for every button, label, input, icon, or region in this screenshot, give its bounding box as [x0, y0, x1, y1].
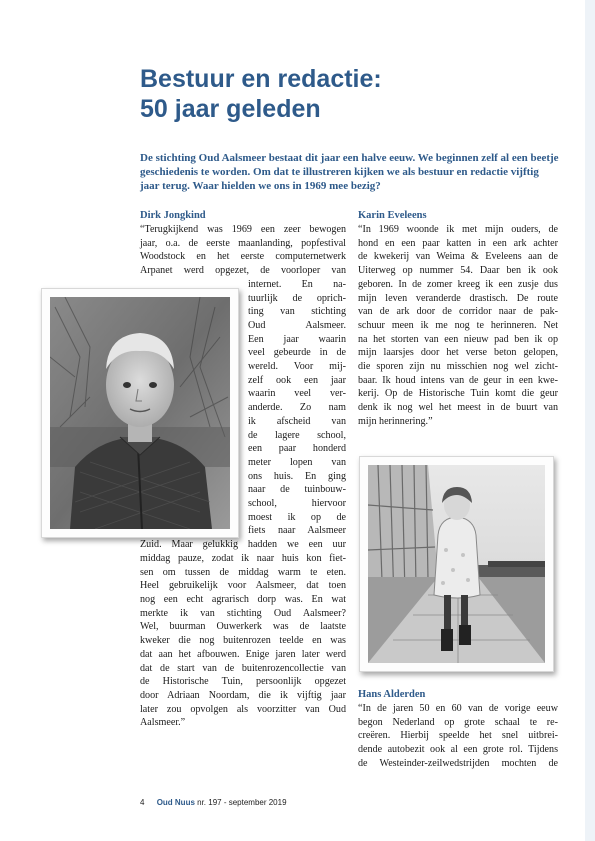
page-number: 4 — [140, 798, 145, 807]
text-line: zelf ook een jaar — [248, 374, 346, 386]
text-line: waarin veel ver- — [248, 388, 346, 400]
text-line: kweker die nog buitenrozen teelde en was — [140, 635, 346, 647]
text-line: later zou opvolgen als voorzitter van Oud — [140, 703, 346, 715]
text-line: meter lopen van — [248, 456, 346, 468]
text-line: “In 1969 woonde ik met mijn ouders, de — [358, 224, 558, 235]
text-line: Arpanet werd opgezet, de voorloper van — [140, 265, 346, 277]
text-line: anderde. Zo nam — [248, 402, 346, 414]
text-line: mijn leven veranderde drastisch. De route — [358, 292, 558, 304]
text-line: ons huis. En ging — [248, 470, 346, 482]
issue-info: nr. 197 - september 2019 — [194, 798, 287, 807]
text-line: geboren. In de zomer kreeg ik een zusje dus — [358, 278, 558, 290]
text-line: Aalsmeer.” — [140, 717, 186, 729]
intro-paragraph: De stichting Oud Aalsmeer bestaat dit jaar een halve eeuw. We beginnen zelf al een beetje geschiedenis te worden. Om dat te illustreren kijken we als bestuur en redactie vijftig jaar terug. Waar hielden we ons in 1969 mee bezig? — [140, 152, 559, 192]
text-line: creëren. Hierbij speelde het snel uitbrei- — [358, 730, 558, 742]
text-line: denk ik nog wel het meest in de buurt van — [358, 402, 558, 414]
photo-boy-portrait — [41, 288, 239, 538]
text-line: internet. En na- — [248, 278, 346, 290]
author-name: Dirk Jongkind — [140, 210, 206, 221]
text-line: baar. Ik houd intens van de geur in een kwe- — [358, 374, 558, 386]
text-line: dende autobezit ook al een grote rol. Tijdens — [358, 744, 558, 756]
text-line: middag pauze, zodat ik naar huis kon fiet- — [140, 552, 346, 564]
text-line: nog een echt agrarisch dorp was. En wat — [140, 593, 346, 605]
text-line: Oud Aalsmeer. — [248, 319, 346, 331]
text-line: Woodstock en het eerste computernetwerk — [140, 251, 346, 263]
text-line: van de ark door de corridor naar de pak- — [358, 306, 558, 318]
text-line: sen om tussen de middag warm te eten. — [140, 566, 346, 578]
text-line: dat de start van de buitenrozencollectie van — [140, 662, 346, 674]
magazine-name: Oud Nuus — [156, 798, 195, 807]
title-line-2: 50 jaar geleden — [140, 95, 321, 123]
text-line: de Westeinder-zeilwedstrijden mochten de — [358, 757, 558, 769]
article-karin-eveleens — [358, 209, 558, 429]
text-line: jaar, o.a. de eerste maanlanding, popfestival — [140, 237, 346, 249]
article-body — [358, 702, 558, 771]
text-line: naar de tuinbouw- — [248, 484, 346, 496]
photo-image — [50, 297, 230, 529]
text-line: wereld. Voor mij- — [248, 361, 346, 373]
text-line: ik afscheid van — [248, 415, 346, 427]
article-hans-alderden — [358, 688, 558, 771]
text-line: de kwekerij van Weima & Eveleens aan de — [358, 251, 558, 263]
text-line: Wel, buurman Ouwerkerk was de laatste — [140, 621, 346, 633]
text-line: moest ik op de — [248, 511, 346, 523]
text-line: hond en een paar katten in een ark achter — [358, 237, 558, 249]
text-line: begon Nederland op grote schaal te re- — [358, 716, 558, 728]
text-line: Uiterweg op nummer 54. Daar ben ik ook — [358, 265, 558, 277]
page-footer — [140, 798, 287, 807]
text-line: schuur meen ik me nog te herinneren. Net — [358, 319, 558, 331]
article-body — [358, 223, 558, 429]
author-name: Karin Eveleens — [358, 210, 427, 221]
text-wrap-around-photo — [248, 278, 346, 538]
text-line: Heel gebruikelijk voor Aalsmeer, dat toen — [140, 580, 346, 592]
text-line: de lagere school, — [248, 429, 346, 441]
text-line: door Adriaan Noordam, die ik vijftig jaar — [140, 689, 346, 701]
text-line: “In de jaren 50 en 60 van de vorige eeuw — [358, 703, 558, 714]
text-line: die sporen zijn nu misschien nog wel zicht- — [358, 361, 558, 373]
text-line: ting van stichting — [248, 306, 346, 318]
text-line: tuurlijk de oprich- — [248, 292, 346, 304]
text-line: veel gebeurde in de — [248, 347, 346, 359]
page-title — [140, 64, 560, 124]
photo-girl-walking — [359, 456, 554, 672]
text-line: kerij. Op de Historische Tuin komt die geur — [358, 388, 558, 400]
text-line: dat aan het afbouwen. Enige jaren later werd — [140, 648, 346, 660]
text-line: “Terugkijkend was 1969 een zeer bewogen — [140, 224, 346, 235]
text-line: een paar honderd — [248, 443, 346, 455]
text-line: Zuid. Maar gelukkig hadden we een uur — [140, 539, 346, 551]
page-edge-bar — [585, 0, 595, 841]
text-line: mijn herinnering.” — [358, 415, 433, 427]
text-line: merkte ik van stichting Oud Aalsmeer? — [140, 607, 346, 619]
text-line: school, hiervoor — [248, 498, 346, 510]
author-name: Hans Alderden — [358, 689, 426, 700]
text-line: na het storten van een nieuw pad ben ik op — [358, 333, 558, 345]
text-line: fiets naar Aalsmeer — [248, 525, 346, 537]
text-line: mijn laarsjes door het verse beton gelopen, — [358, 347, 558, 359]
text-line: de Historische Tuin, persoonlijk opgezet — [140, 676, 346, 688]
text-line: Een jaar waarin — [248, 333, 346, 345]
title-line-1: Bestuur en redactie: — [140, 65, 382, 93]
photo-image — [368, 465, 545, 663]
